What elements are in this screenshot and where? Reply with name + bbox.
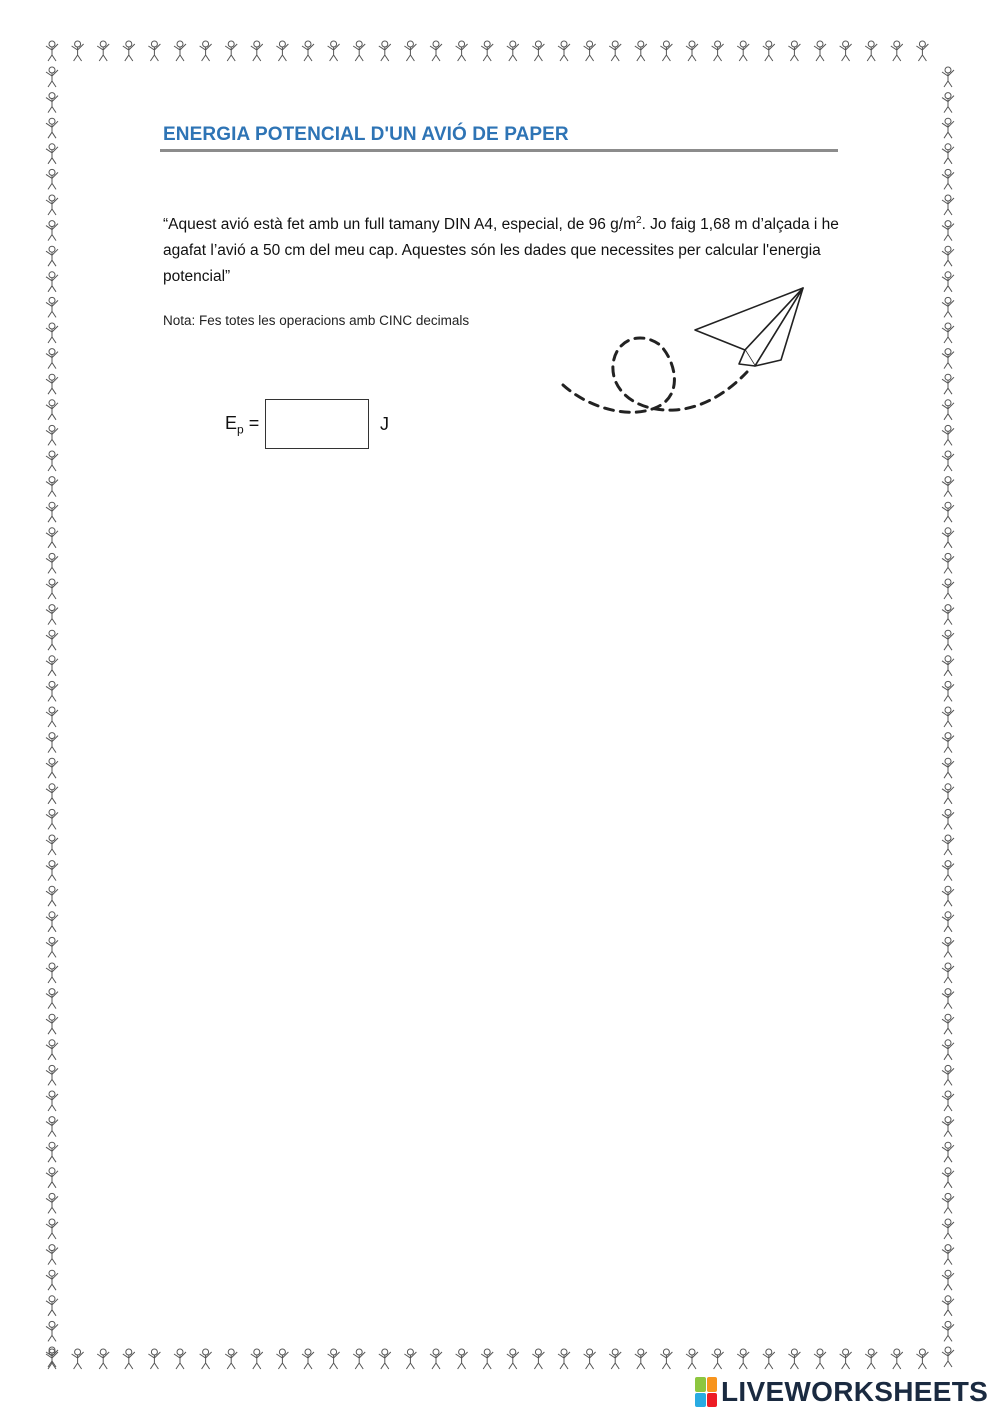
unit-joules: J (380, 414, 389, 434)
stick-figure-icon (942, 425, 954, 445)
stick-figure-icon (942, 1065, 954, 1085)
stick-figure-icon (942, 1270, 954, 1290)
problem-statement-part1: “Aquest avió està fet amb un full tamany DIN A4, especial, de 96 g/m (163, 216, 636, 233)
stick-figure-icon (174, 41, 186, 61)
stick-figure-icon (942, 656, 954, 676)
stick-figure-icon (46, 297, 58, 317)
stick-figure-icon (46, 246, 58, 266)
stick-figure-icon (353, 1349, 365, 1369)
stick-figure-icon (123, 41, 135, 61)
stick-figure-icon (46, 1065, 58, 1085)
stick-figure-icon (788, 1349, 800, 1369)
stick-figure-icon (46, 707, 58, 727)
stick-figure-icon (328, 41, 340, 61)
stick-figure-icon (942, 912, 954, 932)
stick-figure-icon (46, 93, 58, 113)
stick-figure-icon (942, 67, 954, 87)
stick-figure-icon (46, 169, 58, 189)
stick-figure-icon (46, 67, 58, 87)
stick-figure-icon (635, 41, 647, 61)
stick-figure-icon (532, 41, 544, 61)
stick-figure-icon (942, 630, 954, 650)
stick-figure-icon (46, 989, 58, 1009)
stick-figure-icon (916, 1349, 928, 1369)
stick-figure-icon (379, 1349, 391, 1369)
stick-figure-icon (558, 41, 570, 61)
stick-figure-icon (942, 1193, 954, 1213)
stick-figure-icon (891, 41, 903, 61)
stick-figure-icon (46, 912, 58, 932)
stick-figure-icon (942, 349, 954, 369)
stick-figure-icon (942, 809, 954, 829)
stick-figure-icon (46, 1321, 58, 1341)
stick-figure-icon (942, 681, 954, 701)
stick-figure-icon (174, 1349, 186, 1369)
stick-figure-icon (46, 1117, 58, 1137)
stick-figure-icon (276, 1349, 288, 1369)
stick-figure-icon (46, 733, 58, 753)
potential-energy-answer-input[interactable] (265, 399, 369, 449)
stick-figure-icon (404, 41, 416, 61)
stick-figure-icon (686, 1349, 698, 1369)
brand-mark-icon (695, 1377, 717, 1407)
stick-figure-icon (430, 1349, 442, 1369)
stick-figure-icon (46, 758, 58, 778)
stick-figure-icon (942, 707, 954, 727)
stick-figure-icon (148, 1349, 160, 1369)
stick-figure-icon (46, 118, 58, 138)
stick-figure-icon (46, 502, 58, 522)
stick-figure-icon (737, 41, 749, 61)
stick-figure-icon (942, 323, 954, 343)
stick-figure-icon (46, 1014, 58, 1034)
ep-equals: = (243, 413, 260, 433)
stick-figure-icon (942, 93, 954, 113)
stick-figure-icon (148, 41, 160, 61)
stick-figure-icon (942, 758, 954, 778)
stick-figure-icon (558, 1349, 570, 1369)
instruction-note: Nota: Fes totes les operacions amb CINC decimals (163, 313, 470, 328)
stick-figure-icon (865, 1349, 877, 1369)
stick-figure-icon (46, 1270, 58, 1290)
unit-exponent: 2 (636, 214, 642, 226)
stick-figure-icon (942, 886, 954, 906)
potential-energy-label (225, 413, 259, 437)
stick-figure-icon (916, 41, 928, 61)
stick-figure-icon (942, 1245, 954, 1265)
stick-figure-icon (46, 144, 58, 164)
stick-figure-icon (686, 41, 698, 61)
stick-figure-icon (46, 937, 58, 957)
stick-figure-icon (46, 451, 58, 471)
stick-figure-icon (942, 169, 954, 189)
stick-figure-icon (942, 1117, 954, 1137)
stick-figure-icon (942, 451, 954, 471)
stick-figure-icon (942, 502, 954, 522)
stick-figure-icon (46, 963, 58, 983)
stick-figure-icon (72, 41, 84, 61)
stick-figure-icon (46, 656, 58, 676)
stick-figure-icon (225, 41, 237, 61)
stick-figure-icon (660, 1349, 672, 1369)
stick-figure-icon (456, 41, 468, 61)
stick-figure-icon (46, 1193, 58, 1213)
stick-figure-icon (532, 1349, 544, 1369)
stick-figure-icon (46, 784, 58, 804)
stick-figure-icon (942, 861, 954, 881)
stick-figure-icon (584, 41, 596, 61)
stick-figure-icon (46, 630, 58, 650)
stick-figure-icon (865, 41, 877, 61)
stick-figure-icon (46, 374, 58, 394)
stick-figure-icon (942, 195, 954, 215)
stick-figure-icon (302, 1349, 314, 1369)
stick-figure-icon (609, 41, 621, 61)
stick-figure-icon (123, 1349, 135, 1369)
dashed-loop-trail-icon (563, 338, 747, 412)
ep-subscript: p (237, 422, 244, 437)
paper-airplane-icon (555, 280, 815, 425)
stick-figure-icon (712, 1349, 724, 1369)
stick-figure-icon (456, 1349, 468, 1369)
stick-figure-icon (942, 118, 954, 138)
stick-figure-icon (763, 1349, 775, 1369)
stick-figure-icon (46, 1347, 58, 1367)
stick-figure-icon (481, 41, 493, 61)
stick-figure-icon (942, 477, 954, 497)
stick-figure-icon (507, 41, 519, 61)
stick-figure-icon (46, 605, 58, 625)
stick-figure-icon (942, 297, 954, 317)
stick-figure-icon (942, 1296, 954, 1316)
stick-figure-icon (942, 937, 954, 957)
stick-figure-icon (814, 1349, 826, 1369)
stick-figure-icon (97, 1349, 109, 1369)
stick-figure-icon (46, 41, 58, 61)
ep-symbol: E (225, 413, 238, 433)
stick-figure-icon (379, 41, 391, 61)
stick-figure-icon (46, 861, 58, 881)
stick-figure-icon (46, 681, 58, 701)
stick-figure-icon (251, 1349, 263, 1369)
liveworksheets-logo (695, 1374, 988, 1410)
stick-figure-icon (814, 41, 826, 61)
problem-statement (163, 212, 843, 290)
stick-figure-icon (46, 1296, 58, 1316)
stick-figure-icon (507, 1349, 519, 1369)
stick-figure-icon (251, 41, 263, 61)
stick-figure-icon (46, 553, 58, 573)
stick-figure-icon (46, 579, 58, 599)
stick-figure-icon (72, 1349, 84, 1369)
stick-figure-icon (404, 1349, 416, 1369)
stick-figure-icon (891, 1349, 903, 1369)
stick-figure-icon (584, 1349, 596, 1369)
stick-figure-icon (200, 1349, 212, 1369)
stick-figure-icon (942, 528, 954, 548)
stick-figure-icon (635, 1349, 647, 1369)
stick-figure-icon (712, 41, 724, 61)
stick-figure-icon (942, 1168, 954, 1188)
stick-figure-icon (840, 1349, 852, 1369)
stick-figure-icon (46, 221, 58, 241)
problem-statement-part2: . Jo faig 1,68 m d’alçada i he agafat l’avió a 50 cm del meu cap. Aquestes són les dades que necessites per calcular l'energia potencial” (163, 216, 839, 285)
stick-figure-icon (942, 1142, 954, 1162)
stick-figure-icon (942, 374, 954, 394)
stick-figure-icon (97, 41, 109, 61)
stick-figure-icon (46, 272, 58, 292)
stick-figure-icon (46, 400, 58, 420)
stick-figure-icon (942, 605, 954, 625)
stick-figure-icon (353, 41, 365, 61)
stick-figure-icon (225, 1349, 237, 1369)
stick-figure-icon (302, 41, 314, 61)
stick-figure-icon (46, 323, 58, 343)
stick-figure-icon (46, 1091, 58, 1111)
stick-figure-icon (46, 886, 58, 906)
stick-figure-icon (942, 579, 954, 599)
stick-figure-icon (46, 1040, 58, 1060)
stick-figure-icon (609, 1349, 621, 1369)
stick-figure-icon (763, 41, 775, 61)
title-underline (160, 149, 838, 152)
stick-figure-icon (46, 1245, 58, 1265)
stick-figure-icon (942, 1321, 954, 1341)
stick-figure-icon (46, 477, 58, 497)
stick-figure-icon (942, 1347, 954, 1367)
stick-figure-icon (46, 1168, 58, 1188)
stick-figure-icon (942, 1091, 954, 1111)
stick-figure-icon (737, 1349, 749, 1369)
stick-figure-icon (942, 784, 954, 804)
stick-figure-icon (46, 528, 58, 548)
stick-figure-icon (660, 41, 672, 61)
stick-figure-icon (942, 963, 954, 983)
stick-figure-icon (942, 272, 954, 292)
stick-figure-icon (46, 195, 58, 215)
stick-figure-icon (328, 1349, 340, 1369)
stick-figure-icon (200, 41, 212, 61)
stick-figure-icon (942, 400, 954, 420)
stick-figure-icon (276, 41, 288, 61)
stick-figure-icon (942, 733, 954, 753)
stick-figure-icon (46, 425, 58, 445)
stick-figure-icon (942, 553, 954, 573)
stick-figure-icon (46, 349, 58, 369)
stick-figure-icon (942, 246, 954, 266)
stick-figure-icon (46, 835, 58, 855)
stick-figure-icon (46, 809, 58, 829)
stick-figure-icon (46, 1142, 58, 1162)
stick-figure-icon (788, 41, 800, 61)
stick-figure-icon (430, 41, 442, 61)
stick-figure-icon (942, 1219, 954, 1239)
stick-figure-icon (942, 221, 954, 241)
stick-figure-icon (481, 1349, 493, 1369)
stick-figure-icon (942, 144, 954, 164)
stick-figure-icon (46, 1219, 58, 1239)
stick-figure-icon (942, 989, 954, 1009)
stick-figure-icon (942, 835, 954, 855)
stick-figure-icon (840, 41, 852, 61)
worksheet-title: ENERGIA POTENCIAL D'UN AVIÓ DE PAPER (163, 124, 569, 145)
stick-figure-icon (942, 1040, 954, 1060)
stick-figure-icon (942, 1014, 954, 1034)
brand-name: LIVEWORKSHEETS (721, 1376, 989, 1407)
